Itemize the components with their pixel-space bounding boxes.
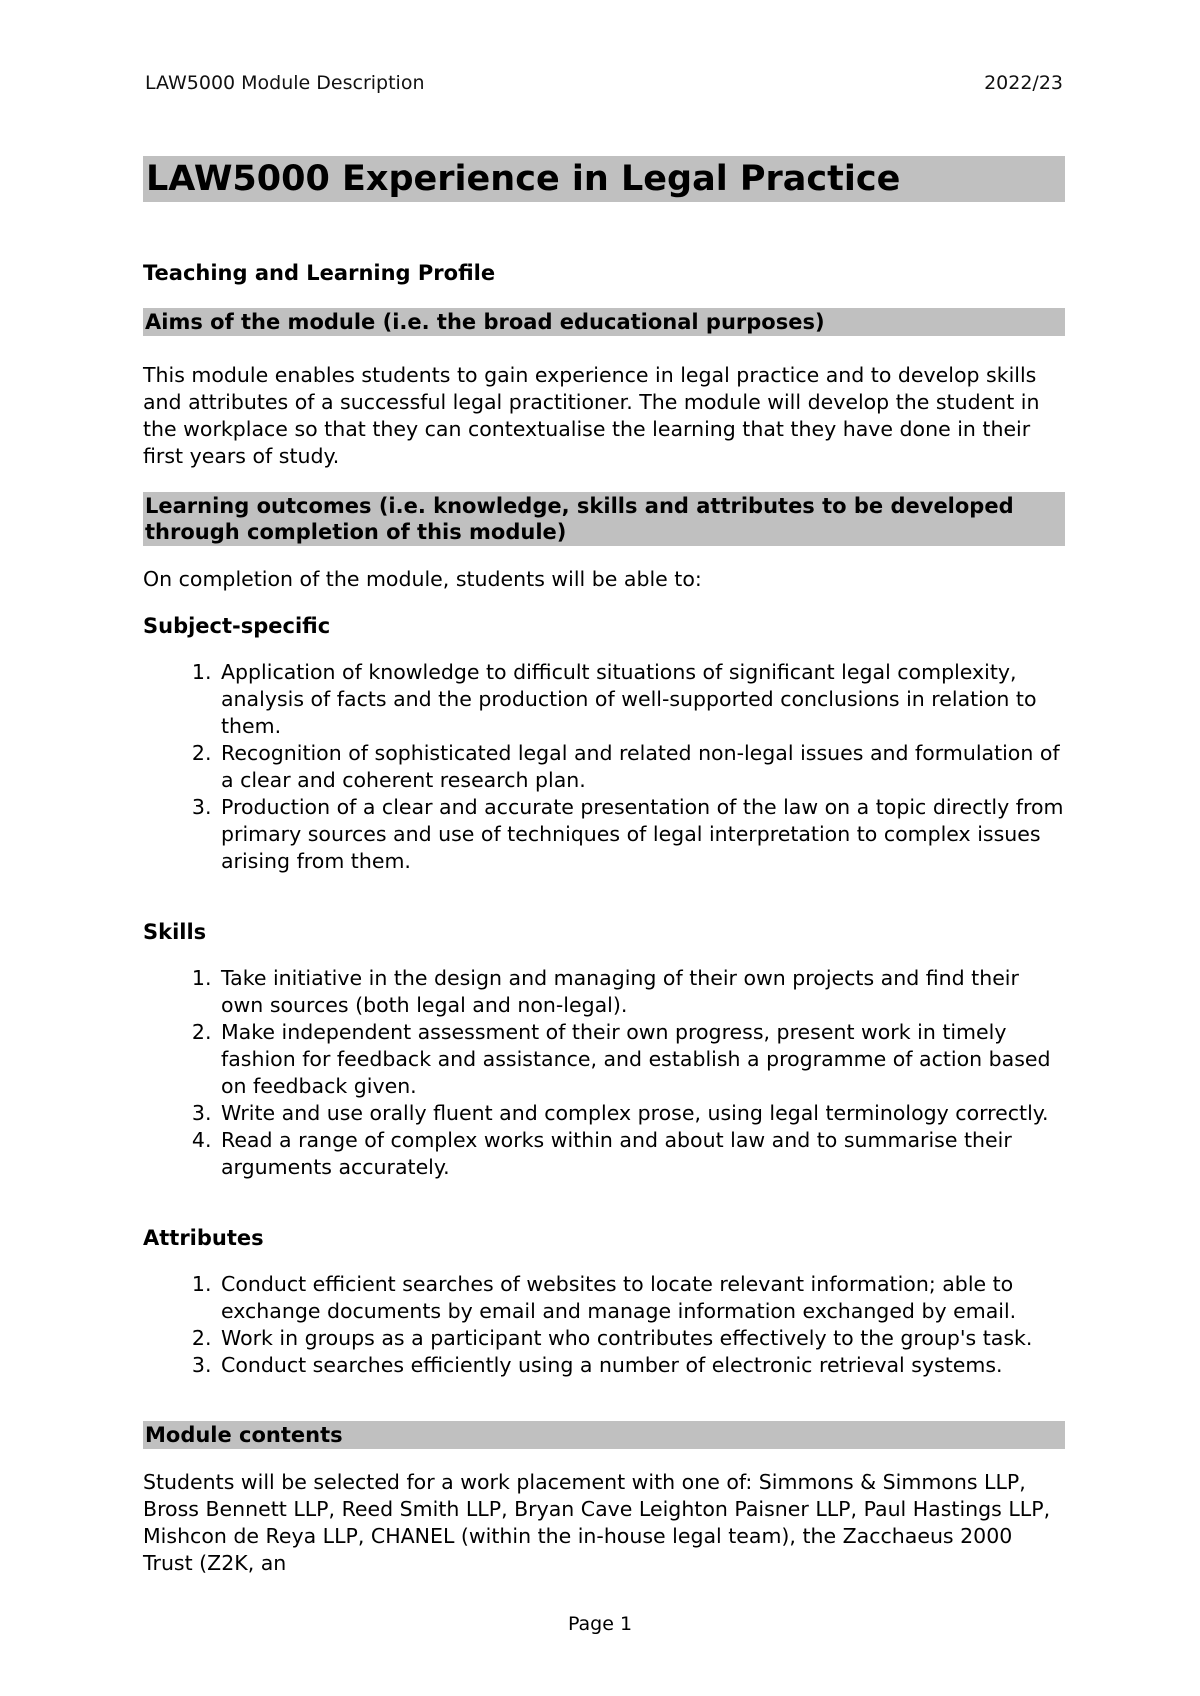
- page-number: Page 1: [567, 1613, 633, 1635]
- contents-heading: Module contents: [143, 1421, 1065, 1449]
- attributes-list: [143, 1271, 1065, 1379]
- document-body: [143, 156, 1065, 1577]
- profile-heading: Teaching and Learning Profile: [143, 261, 496, 285]
- page-header: [145, 72, 1063, 94]
- skills-heading: Skills: [143, 920, 207, 944]
- list-item: 1. Conduct efficient searches of websites to locate relevant information; able to exchange documents by email and manage information exchanged by email.: [218, 1271, 1065, 1325]
- outcomes-heading: Learning outcomes (i.e. knowledge, skills and attributes to be developed through completion of this module): [143, 492, 1065, 546]
- outcomes-intro: On completion of the module, students will be able to:: [143, 567, 702, 591]
- subject-specific-list: [143, 659, 1065, 875]
- header-year: 2022/23: [984, 72, 1063, 94]
- subject-specific-heading: Subject-specific: [143, 614, 331, 638]
- title-bar: [143, 156, 1065, 202]
- list-item: 2. Make independent assessment of their own progress, present work in timely fashion for feedback and assistance, and establish a programme of action based on feedback given.: [218, 1019, 1065, 1100]
- attributes-heading: Attributes: [143, 1226, 264, 1250]
- skills-list: [143, 965, 1065, 1181]
- list-item: 3. Production of a clear and accurate presentation of the law on a topic directly from primary sources and use of techniques of legal interpretation to complex issues arising from them.: [218, 794, 1065, 875]
- list-item: 4. Read a range of complex works within and about law and to summarise their arguments accurately.: [218, 1127, 1065, 1181]
- list-item: 2. Work in groups as a participant who contributes effectively to the group's task.: [218, 1325, 1065, 1352]
- module-title: LAW5000 Experience in Legal Practice: [146, 159, 901, 199]
- aims-heading: Aims of the module (i.e. the broad educational purposes): [143, 308, 1065, 336]
- header-doc-title: LAW5000 Module Description: [145, 72, 425, 94]
- aims-text: This module enables students to gain experience in legal practice and to develop skills and attributes of a successful legal practitioner. The module will develop the student in the workplace so that they can contextualise the learning that they have done in their first years of study.: [143, 363, 1040, 468]
- list-item: 3. Conduct searches efficiently using a number of electronic retrieval systems.: [218, 1352, 1065, 1379]
- list-item: 1. Take initiative in the design and managing of their own projects and find their own sources (both legal and non-legal).: [218, 965, 1065, 1019]
- list-item: 2. Recognition of sophisticated legal and related non-legal issues and formulation of a clear and coherent research plan.: [218, 740, 1065, 794]
- list-item: 3. Write and use orally fluent and complex prose, using legal terminology correctly.: [218, 1100, 1065, 1127]
- contents-text: Students will be selected for a work placement with one of: Simmons & Simmons LLP, Bross Bennett LLP, Reed Smith LLP, Bryan Cave Leighton Paisner LLP, Paul Hastings LLP, Mishcon de Reya LLP, CHANEL (within the in-house legal team), the Zacchaeus 2000 Trust (Z2K, an: [143, 1470, 1051, 1575]
- list-item: 1. Application of knowledge to difficult situations of significant legal complexity, analysis of facts and the production of well-supported conclusions in relation to them.: [218, 659, 1065, 740]
